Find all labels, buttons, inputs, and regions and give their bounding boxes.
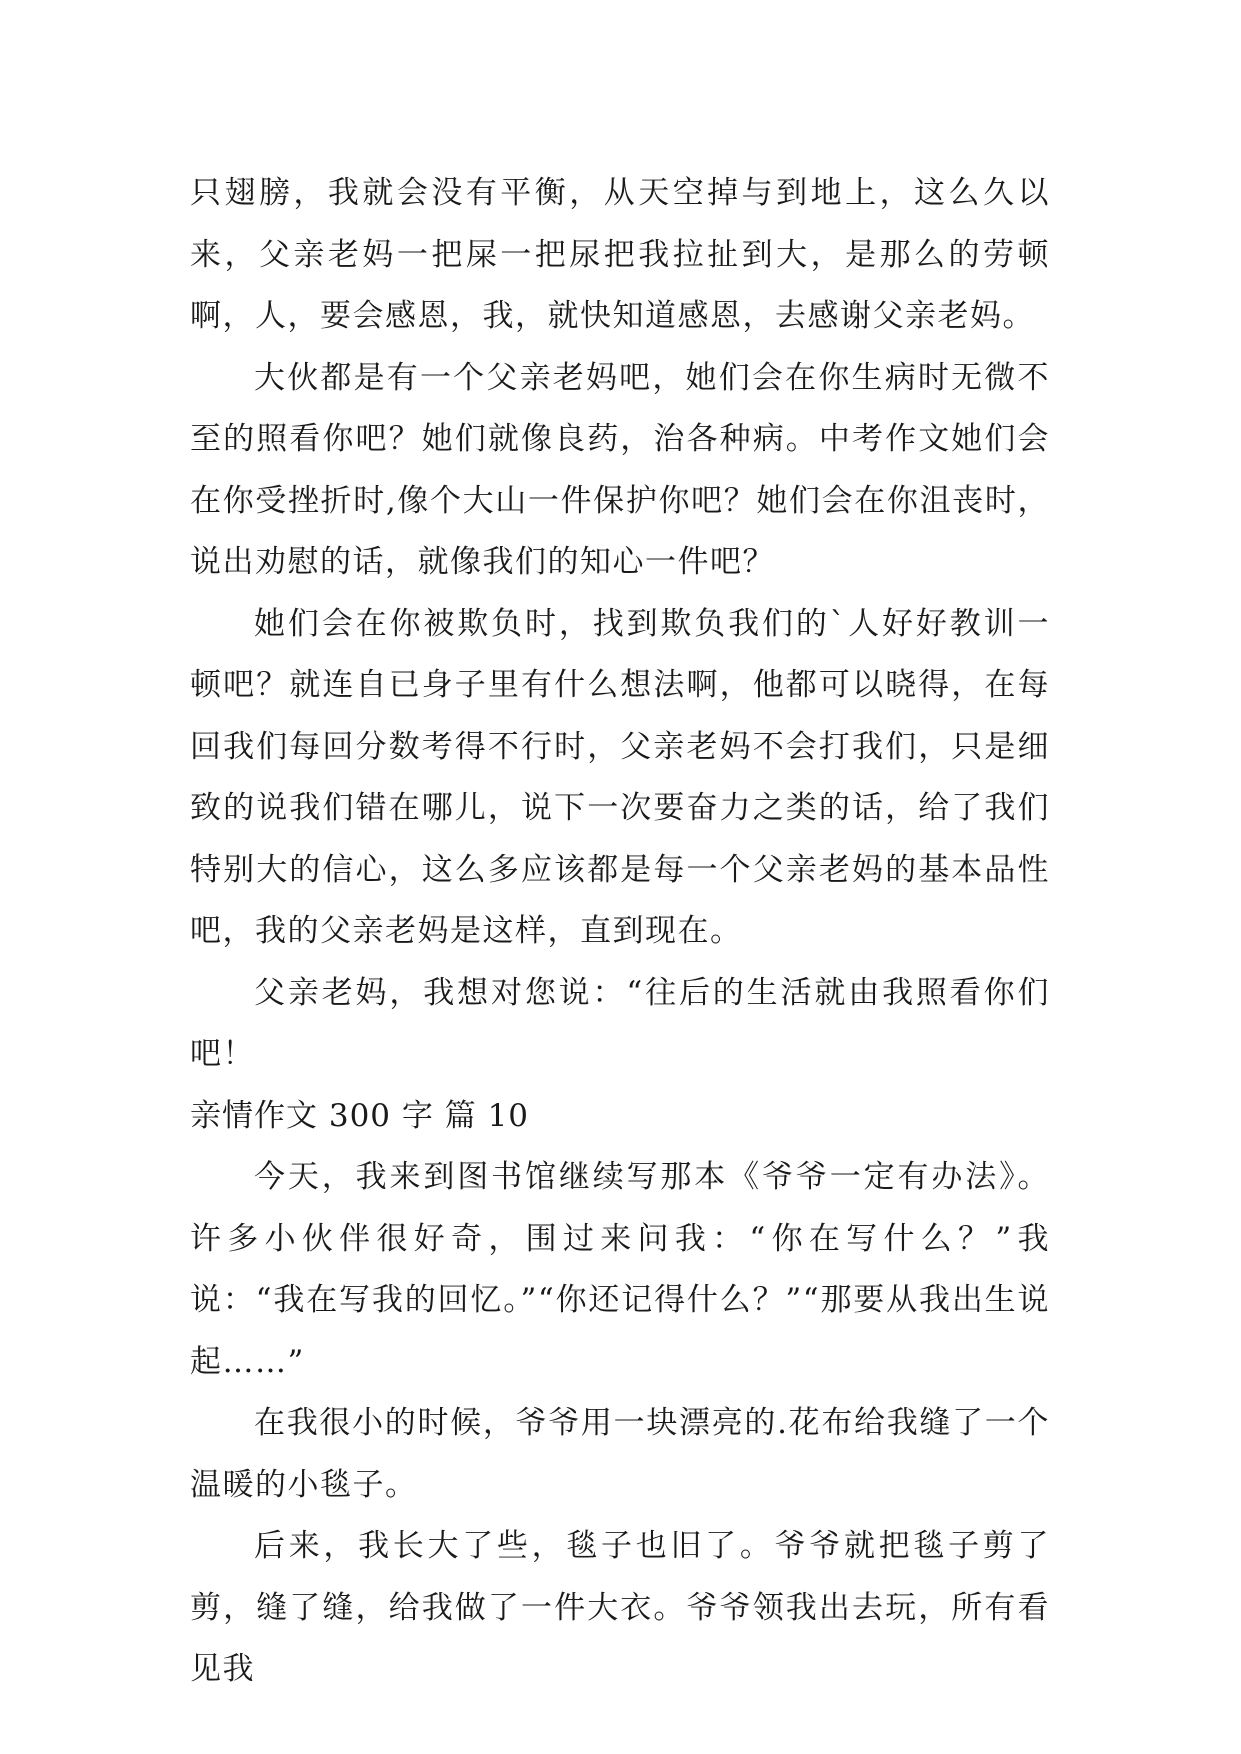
paragraph: 她们会在你被欺负时，找到欺负我们的`人好好教训一顿吧？就连自已身子里有什么想法啊，他都可以晓得，在每回我们每回分数考得不行时，父亲老妈不会打我们，只是细致的说我们错在哪儿，说下一次要奋力之类的话，给了我们特别大的信心，这么多应该都是每一个父亲老妈的基本品性吧，我的父亲老妈是这样，直到现在。 xyxy=(190,605,1050,949)
paragraph: 大伙都是有一个父亲老妈吧，她们会在你生病时无微不至的照看你吧？她们就像良药，治各种病。中考作文她们会在你受挫折时,像个大山一件保护你吧？她们会在你沮丧时，说出劝慰的话，就像我们的知心一件吧？ xyxy=(190,359,1050,580)
paragraph: 今天，我来到图书馆继续写那本《爷爷一定有办法》。许多小伙伴很好奇，围过来问我：“你在写什么？”我说：“我在写我的回忆。”“你还记得什么？”“那要从我出生说起……” xyxy=(190,1159,1050,1380)
essay-body xyxy=(190,163,1050,1701)
section-heading: 亲情作文 300 字 篇 10 xyxy=(190,1097,530,1134)
paragraph: 后来，我长大了些，毯子也旧了。爷爷就把毯子剪了剪，缝了缝，给我做了一件大衣。爷爷领我出去玩，所有看见我 xyxy=(190,1528,1050,1687)
paragraph: 父亲老妈，我想对您说：“往后的生活就由我照看你们吧！ xyxy=(190,974,1050,1072)
paragraph: 在我很小的时候，爷爷用一块漂亮的.花布给我缝了一个温暖的小毯子。 xyxy=(190,1405,1050,1503)
paragraph: 只翅膀，我就会没有平衡，从天空掉与到地上，这么久以来，父亲老妈一把屎一把尿把我拉扯到大，是那么的劳顿啊，人，要会感恩，我，就快知道感恩，去感谢父亲老妈。 xyxy=(190,175,1050,334)
